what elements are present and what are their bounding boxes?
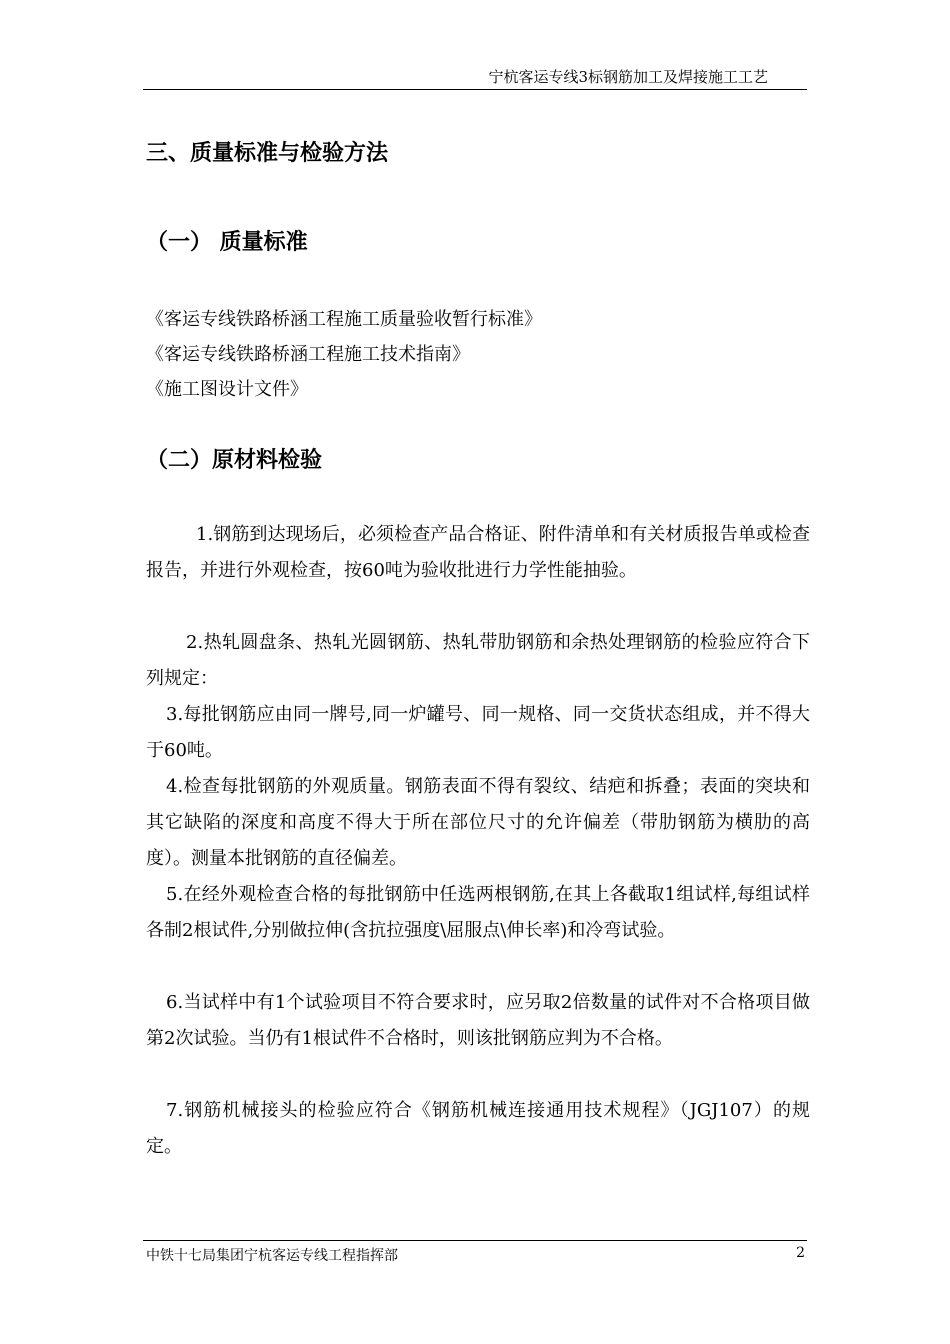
paragraph-item-2: 2.热轧圆盘条、热轧光圆钢筋、热轧带肋钢筋和余热处理钢筋的检验应符合下列规定： bbox=[146, 632, 810, 689]
paragraph-item-5: 5.在经外观检查合格的每批钢筋中任选两根钢筋,在其上各截取1组试样,每组试样各制2根试件,分别做拉伸(含抗拉强度\屈服点\伸长率)和冷弯试验。 bbox=[146, 884, 810, 941]
paragraph-item-4: 4.检查每批钢筋的外观质量。钢筋表面不得有裂纹、结疤和拆叠；表面的突块和其它缺陷的深度和高度不得大于所在部位尺寸的允许偏差（带肋钢筋为横肋的高度）。测量本批钢筋的直径偏差。 bbox=[146, 776, 810, 869]
paragraph-item-3: 3.每批钢筋应由同一牌号,同一炉罐号、同一规格、同一交货状态组成，并不得大于60吨。 bbox=[146, 704, 810, 761]
subsection-title-quality-standard: （一） 质量标准 bbox=[146, 230, 308, 255]
paragraph-item-1: 1.钢筋到达现场后，必须检查产品合格证、附件清单和有关材质报告单或检查报告，并进行外观检查，按60吨为验收批进行力学性能抽验。 bbox=[146, 524, 810, 581]
footer-divider bbox=[143, 1240, 807, 1241]
reference-item: 《客运专线铁路桥涵工程施工技术指南》 bbox=[146, 344, 470, 365]
reference-item: 《施工图设计文件》 bbox=[146, 379, 308, 400]
reference-list bbox=[146, 302, 542, 407]
reference-item: 《客运专线铁路桥涵工程施工质量验收暂行标准》 bbox=[146, 309, 542, 330]
page-number: 2 bbox=[796, 1245, 805, 1261]
subsection-title-raw-material-inspection: （二）原材料检验 bbox=[146, 448, 323, 473]
header-divider bbox=[143, 89, 807, 90]
page-header-title: 宁杭客运专线3标钢筋加工及焊接施工工艺 bbox=[488, 68, 768, 86]
paragraph-item-7: 7.钢筋机械接头的检验应符合《钢筋机械连接通用技术规程》（JGJ107）的规定。 bbox=[146, 1100, 810, 1157]
footer-organization: 中铁十七局集团宁杭客运专线工程指挥部 bbox=[146, 1248, 398, 1264]
paragraph-item-6: 6.当试样中有1个试验项目不符合要求时，应另取2倍数量的试件对不合格项目做第2次试验。当仍有1根试件不合格时，则该批钢筋应判为不合格。 bbox=[146, 992, 810, 1049]
section-title: 三、质量标准与检验方法 bbox=[146, 141, 389, 166]
